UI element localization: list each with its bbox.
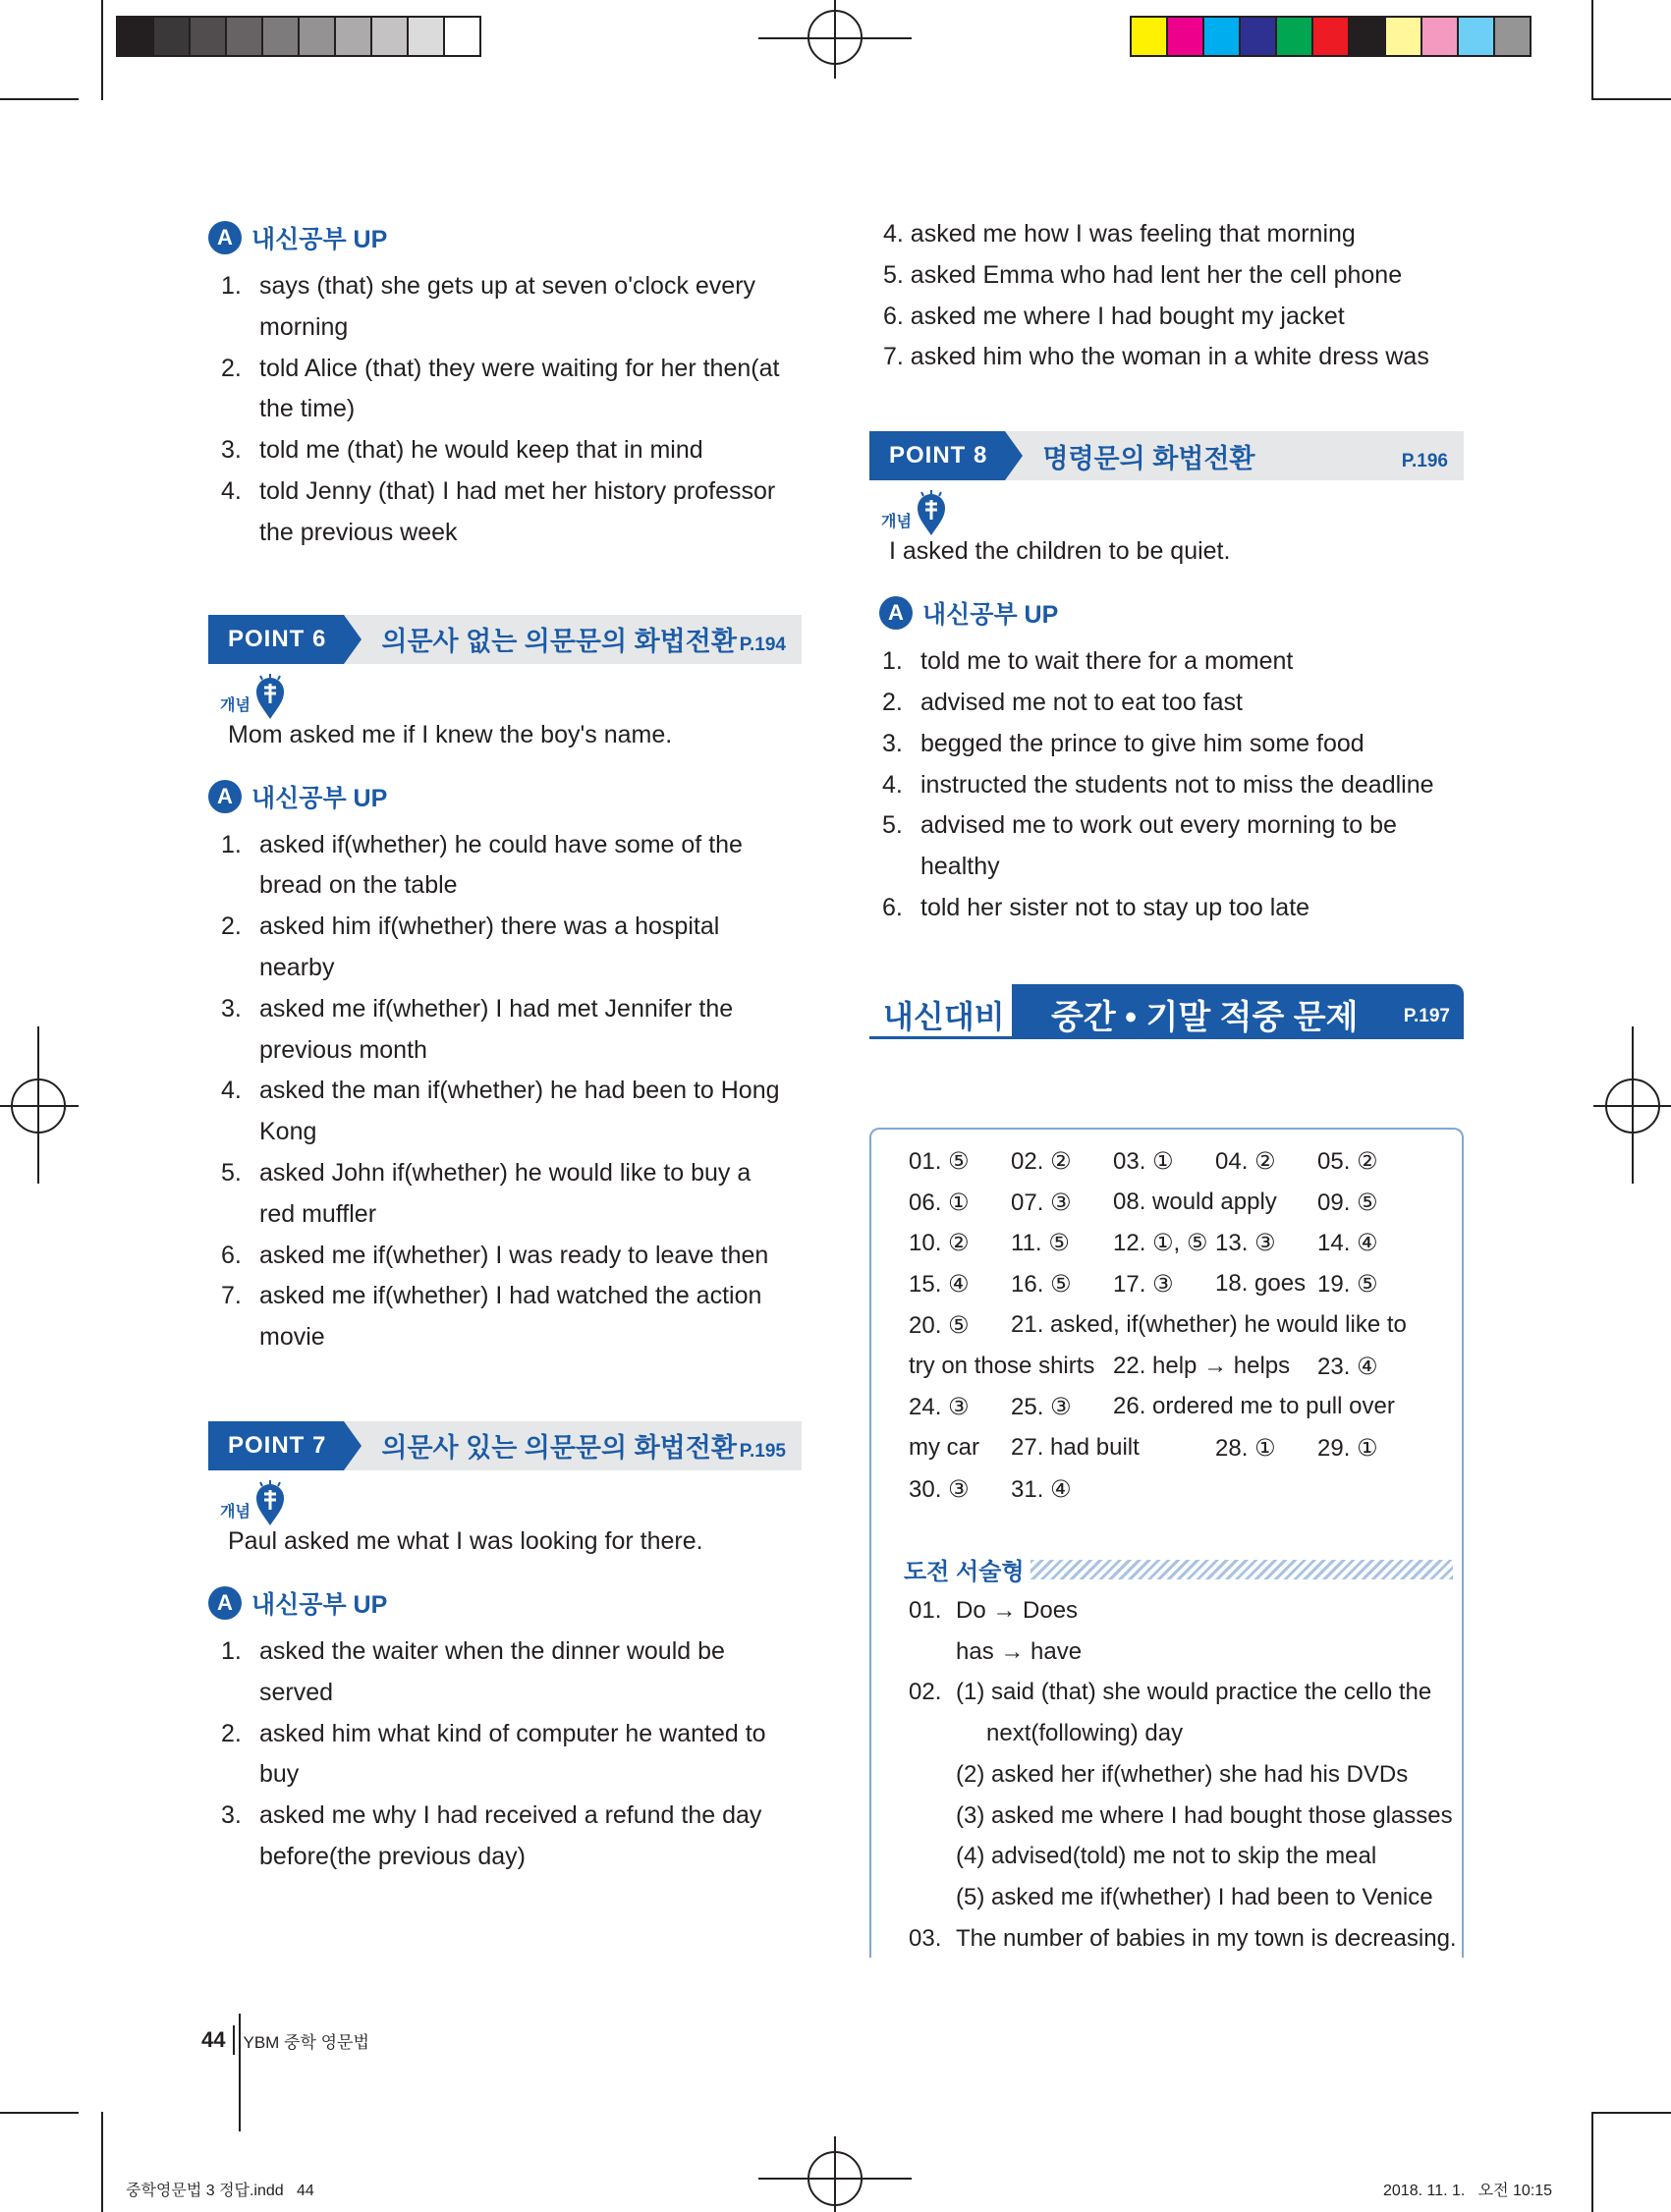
color-swatch xyxy=(1132,18,1168,55)
crop-mark xyxy=(0,2112,79,2114)
crop-mark xyxy=(101,0,103,100)
color-swatch xyxy=(1422,18,1459,55)
list-item: 7. asked him who the woman in a white dress was xyxy=(883,343,1429,371)
point-title: 의문사 없는 의문문의 화법전환 xyxy=(381,627,737,657)
challenge-text: Do → Does xyxy=(956,1597,1079,1624)
item-text: asked him if(whether) there was a hospital xyxy=(259,912,720,941)
item-text-continued: movie xyxy=(259,1323,325,1352)
example-sentence: I asked the children to be quiet. xyxy=(889,537,1231,566)
list-item xyxy=(208,430,802,471)
item-number: 3. xyxy=(221,436,242,465)
answer-cell: 08. would apply xyxy=(1113,1188,1277,1215)
point-title: 의문사 있는 의문문의 화법전환 xyxy=(381,1433,737,1464)
answer-cell: 10. ② xyxy=(909,1230,970,1257)
challenge-number: 01. xyxy=(909,1597,942,1624)
list-item xyxy=(208,1796,802,1878)
list-item xyxy=(869,724,1464,765)
gaenyeom-label: 개념 xyxy=(881,514,912,531)
list-item xyxy=(208,1071,802,1153)
challenge-line xyxy=(904,1713,1454,1754)
challenge-line xyxy=(904,1590,1454,1631)
gaenyeom-badge xyxy=(220,1476,802,1527)
answer-cell: 14. ④ xyxy=(1317,1230,1378,1257)
challenge-text: (1) said (that) she would practice the cello the xyxy=(956,1679,1432,1706)
crop-mark xyxy=(101,2112,103,2212)
item-text-continued: served xyxy=(259,1678,334,1706)
item-number: 1. xyxy=(221,272,242,300)
color-swatch xyxy=(1350,18,1386,55)
list-item xyxy=(869,641,1464,683)
exam-title: 중간 • 기말 적중 문제 xyxy=(1051,998,1359,1036)
color-swatch xyxy=(445,18,479,55)
answer-cell: try on those shirts xyxy=(909,1352,1095,1379)
challenge-text: (3) asked me where I had bought those glasses xyxy=(956,1801,1453,1829)
answer-cell: 28. ① xyxy=(1215,1434,1276,1462)
color-swatch xyxy=(191,18,227,55)
list-item xyxy=(208,1236,802,1277)
crop-mark xyxy=(37,1026,39,1184)
gaenyeom-badge xyxy=(220,670,802,721)
color-swatch xyxy=(227,18,263,55)
item-number: 4. xyxy=(882,770,903,799)
bulb-icon xyxy=(252,1480,288,1527)
list-item xyxy=(208,1153,802,1236)
item-text-continued: the previous week xyxy=(259,518,458,546)
item-text: asked me why I had received a refund the day xyxy=(259,1801,762,1830)
challenge-line xyxy=(904,1877,1454,1918)
answer-cell: 05. ② xyxy=(1317,1148,1378,1175)
book-title: YBM 중학 영문법 xyxy=(243,2032,369,2052)
answer-cell: 11. ⑤ xyxy=(1011,1230,1070,1257)
print-date: 2018. 11. 1. 오전 10:15 xyxy=(1383,2183,1553,2199)
item-text: told Jenny (that) I had met her history professor xyxy=(259,476,776,505)
footer-line xyxy=(239,2014,241,2131)
gray-swatches xyxy=(116,16,481,57)
item-number: 3. xyxy=(221,1801,242,1830)
answer-cell: 06. ① xyxy=(909,1189,970,1216)
item-text-continued: previous month xyxy=(259,1035,427,1064)
list-item xyxy=(869,888,1464,929)
item-text-continued: morning xyxy=(259,312,349,341)
item-text: advised me to work out every morning to be xyxy=(920,811,1397,840)
list-item xyxy=(208,1714,802,1797)
item-text-continued: before(the previous day) xyxy=(259,1842,526,1870)
answer-cell: 16. ⑤ xyxy=(1011,1271,1072,1299)
point-page: P.194 xyxy=(739,634,786,655)
item-text-continued: healthy xyxy=(920,853,1000,881)
crop-mark xyxy=(1591,2112,1671,2114)
item-text: asked if(whether) he could have some of the xyxy=(259,830,743,858)
item-text: asked me if(whether) I had met Jennifer the xyxy=(259,994,734,1023)
footer-divider xyxy=(233,2025,235,2055)
list-item xyxy=(869,805,1464,888)
answer-cell: 13. ③ xyxy=(1215,1230,1276,1257)
answer-cell: 07. ③ xyxy=(1011,1189,1072,1216)
naesin-label: 내신공부 UP xyxy=(251,1590,388,1619)
answer-cell: 03. ① xyxy=(1113,1148,1174,1175)
item-text-continued: nearby xyxy=(259,953,335,981)
item-text-continued: bread on the table xyxy=(259,871,458,900)
answer-cell: 26. ordered me to pull over xyxy=(1113,1393,1395,1420)
answer-cell: 20. ⑤ xyxy=(909,1311,970,1339)
item-number: 1. xyxy=(221,1636,242,1665)
naesin-heading xyxy=(208,218,802,257)
item-text-continued: red muffler xyxy=(259,1199,377,1228)
answer-cell: 29. ① xyxy=(1317,1434,1378,1462)
answer-cell: 30. ③ xyxy=(909,1475,970,1503)
item-number: 5. xyxy=(882,811,903,840)
answer-cell: 24. ③ xyxy=(909,1394,970,1421)
color-swatch xyxy=(1241,18,1277,55)
hatch-divider xyxy=(1030,1560,1453,1579)
challenge-line xyxy=(904,1918,1457,1960)
example-sentence: Paul asked me what I was looking for there. xyxy=(228,1526,703,1555)
challenge-title: 도전 서술형 xyxy=(904,1559,1025,1585)
challenge-line xyxy=(904,1796,1454,1837)
a-badge: A xyxy=(208,221,242,254)
item-number: 3. xyxy=(221,994,242,1023)
item-text: asked the waiter when the dinner would be xyxy=(259,1636,725,1665)
naesin-heading xyxy=(208,1583,802,1623)
point-6-bar xyxy=(208,615,802,664)
challenge-line xyxy=(904,1836,1454,1877)
exam-label: 내신대비 xyxy=(883,998,1005,1034)
item-number: 6. xyxy=(221,1241,242,1269)
list-item xyxy=(208,349,802,431)
answer-cell: 02. ② xyxy=(1011,1148,1072,1175)
challenge-number: 02. xyxy=(909,1679,942,1706)
answer-cell: 21. asked, if(whether) he would like to xyxy=(1011,1310,1407,1338)
list-item xyxy=(208,989,802,1072)
item-number: 4. xyxy=(221,476,242,505)
a-badge: A xyxy=(208,1586,242,1620)
bulb-icon xyxy=(252,674,288,721)
item-text: told Alice (that) they were waiting for her then(at xyxy=(259,354,780,382)
list-item: 4. asked me how I was feeling that morning xyxy=(883,220,1356,248)
challenge-number: 03. xyxy=(909,1924,942,1952)
challenge-text: (2) asked her if(whether) she had his DVDs xyxy=(956,1760,1409,1788)
color-swatch xyxy=(1168,18,1204,55)
point-7-bar xyxy=(208,1421,802,1470)
challenge-section xyxy=(904,1552,1457,1959)
challenge-text: next(following) day xyxy=(986,1720,1184,1747)
answer-cell: 27. had built xyxy=(1011,1433,1140,1461)
color-swatch xyxy=(372,18,409,55)
answer-list-continued xyxy=(832,214,1464,378)
item-text: asked me if(whether) I was ready to leave then xyxy=(259,1241,769,1269)
bulb-icon xyxy=(914,490,949,537)
challenge-line xyxy=(904,1754,1454,1796)
point-tag: POINT 6 xyxy=(208,615,344,664)
challenge-text: (4) advised(told) me not to skip the meal xyxy=(956,1843,1377,1870)
crop-mark xyxy=(834,2136,836,2212)
answer-cell: 17. ③ xyxy=(1113,1271,1174,1299)
challenge-text: (5) asked me if(whether) I had been to Venice xyxy=(956,1883,1433,1910)
answer-list xyxy=(208,1631,802,1878)
point-page: P.195 xyxy=(739,1440,786,1462)
gaenyeom-label: 개념 xyxy=(220,1503,251,1521)
item-number: 4. xyxy=(221,1077,242,1105)
challenge-lines xyxy=(904,1590,1457,1959)
challenge-text: has → have xyxy=(956,1637,1083,1665)
item-text: told me (that) he would keep that in mind xyxy=(259,436,703,465)
color-swatches xyxy=(1130,16,1532,57)
crop-mark xyxy=(834,0,836,79)
list-item xyxy=(208,825,802,908)
item-text: told her sister not to stay up too late xyxy=(920,893,1310,921)
example-sentence: Mom asked me if I knew the boy's name. xyxy=(228,720,673,748)
naesin-label: 내신공부 UP xyxy=(251,226,388,253)
item-number: 6. xyxy=(882,893,903,921)
item-number: 2. xyxy=(882,688,903,716)
exam-page: P.197 xyxy=(1403,1005,1450,1026)
color-swatch xyxy=(1313,18,1350,55)
item-text-continued: buy xyxy=(259,1760,300,1789)
file-name: 중학영문법 3 정답.indd 44 xyxy=(126,2183,314,2199)
answer-cell: 31. ④ xyxy=(1011,1475,1072,1503)
color-swatch xyxy=(1386,18,1422,55)
item-number: 7. xyxy=(221,1282,242,1310)
naesin-label: 내신공부 UP xyxy=(251,784,388,812)
crop-mark xyxy=(1591,0,1593,100)
item-text: asked him what kind of computer he wanted to xyxy=(259,1719,766,1747)
answer-cell: 23. ④ xyxy=(1317,1353,1378,1380)
answer-list xyxy=(869,641,1464,929)
color-swatch xyxy=(1204,18,1241,55)
item-text: instructed the students not to miss the deadline xyxy=(920,770,1434,799)
a-badge: A xyxy=(208,780,242,813)
point-page: P.196 xyxy=(1401,451,1448,472)
gaenyeom-label: 개념 xyxy=(220,696,251,714)
color-swatch xyxy=(300,18,336,55)
answer-list xyxy=(208,825,802,1358)
list-item xyxy=(208,471,802,554)
color-swatch xyxy=(409,18,445,55)
color-swatch xyxy=(263,18,300,55)
challenge-text: The number of babies in my town is decreasing. xyxy=(956,1924,1457,1952)
answer-cell: 22. help → helps xyxy=(1113,1352,1291,1379)
answer-cell: 19. ⑤ xyxy=(1317,1271,1378,1299)
item-number: 2. xyxy=(221,354,242,382)
crop-mark xyxy=(0,98,79,100)
point-title: 명령문의 화법전환 xyxy=(1042,443,1255,473)
item-text-continued: the time) xyxy=(259,395,356,423)
list-item xyxy=(869,765,1464,806)
answer-cell: 01. ⑤ xyxy=(909,1148,970,1175)
exam-banner xyxy=(869,984,1464,1039)
answer-cell: 04. ② xyxy=(1215,1148,1276,1175)
color-swatch xyxy=(336,18,372,55)
answer-cell: 09. ⑤ xyxy=(1317,1189,1378,1216)
color-swatch xyxy=(154,18,191,55)
color-swatch xyxy=(118,18,154,55)
answer-cell: 12. ①, ⑤ xyxy=(1113,1230,1208,1257)
crop-mark xyxy=(1591,98,1671,100)
crop-mark xyxy=(1632,1026,1634,1184)
item-text-continued: Kong xyxy=(259,1118,317,1146)
crop-mark xyxy=(0,1105,79,1107)
answer-cell: my car xyxy=(909,1433,979,1461)
naesin-heading xyxy=(208,777,802,816)
color-swatch xyxy=(1495,18,1530,55)
list-item: 6. asked me where I had bought my jacket xyxy=(883,302,1345,330)
item-text: says (that) she gets up at seven o'clock every xyxy=(259,272,756,300)
item-number: 5. xyxy=(221,1158,242,1187)
point-8-bar xyxy=(869,431,1464,480)
color-swatch xyxy=(1277,18,1313,55)
left-column xyxy=(208,218,802,1878)
item-number: 1. xyxy=(882,647,903,676)
item-text: begged the prince to give him some food xyxy=(920,729,1365,757)
answer-list xyxy=(208,266,802,554)
right-column xyxy=(869,214,1464,1039)
naesin-heading xyxy=(879,593,1464,633)
page-footer xyxy=(201,2025,369,2055)
answer-cell: 25. ③ xyxy=(1011,1394,1072,1421)
list-item: 5. asked Emma who had lent her the cell phone xyxy=(883,260,1403,289)
item-text: told me to wait there for a moment xyxy=(920,647,1294,676)
point-tag: POINT 7 xyxy=(208,1421,344,1470)
item-number: 3. xyxy=(882,729,903,757)
list-item xyxy=(869,683,1464,724)
item-number: 2. xyxy=(221,912,242,941)
naesin-label: 내신공부 UP xyxy=(922,601,1059,630)
list-item xyxy=(208,266,802,349)
page-number: 44 xyxy=(201,2027,226,2052)
item-text: advised me not to eat too fast xyxy=(920,688,1243,716)
color-swatch xyxy=(1459,18,1495,55)
item-number: 2. xyxy=(221,1719,242,1747)
item-text: asked me if(whether) I had watched the action xyxy=(259,1282,762,1310)
item-text: asked the man if(whether) he had been to Hong xyxy=(259,1077,780,1105)
challenge-line xyxy=(904,1672,1454,1713)
list-item xyxy=(208,1631,802,1714)
list-item xyxy=(208,907,802,989)
item-number: 1. xyxy=(221,830,242,858)
challenge-line xyxy=(904,1631,1454,1673)
item-text: asked John if(whether) he would like to buy a xyxy=(259,1158,752,1187)
gaenyeom-badge xyxy=(881,486,1464,537)
answer-cell: 18. goes xyxy=(1215,1270,1307,1298)
list-item xyxy=(208,1276,802,1358)
point-tag: POINT 8 xyxy=(869,431,1005,480)
crop-mark xyxy=(1591,2112,1593,2212)
a-badge: A xyxy=(879,596,913,630)
answer-cell: 15. ④ xyxy=(909,1271,970,1299)
